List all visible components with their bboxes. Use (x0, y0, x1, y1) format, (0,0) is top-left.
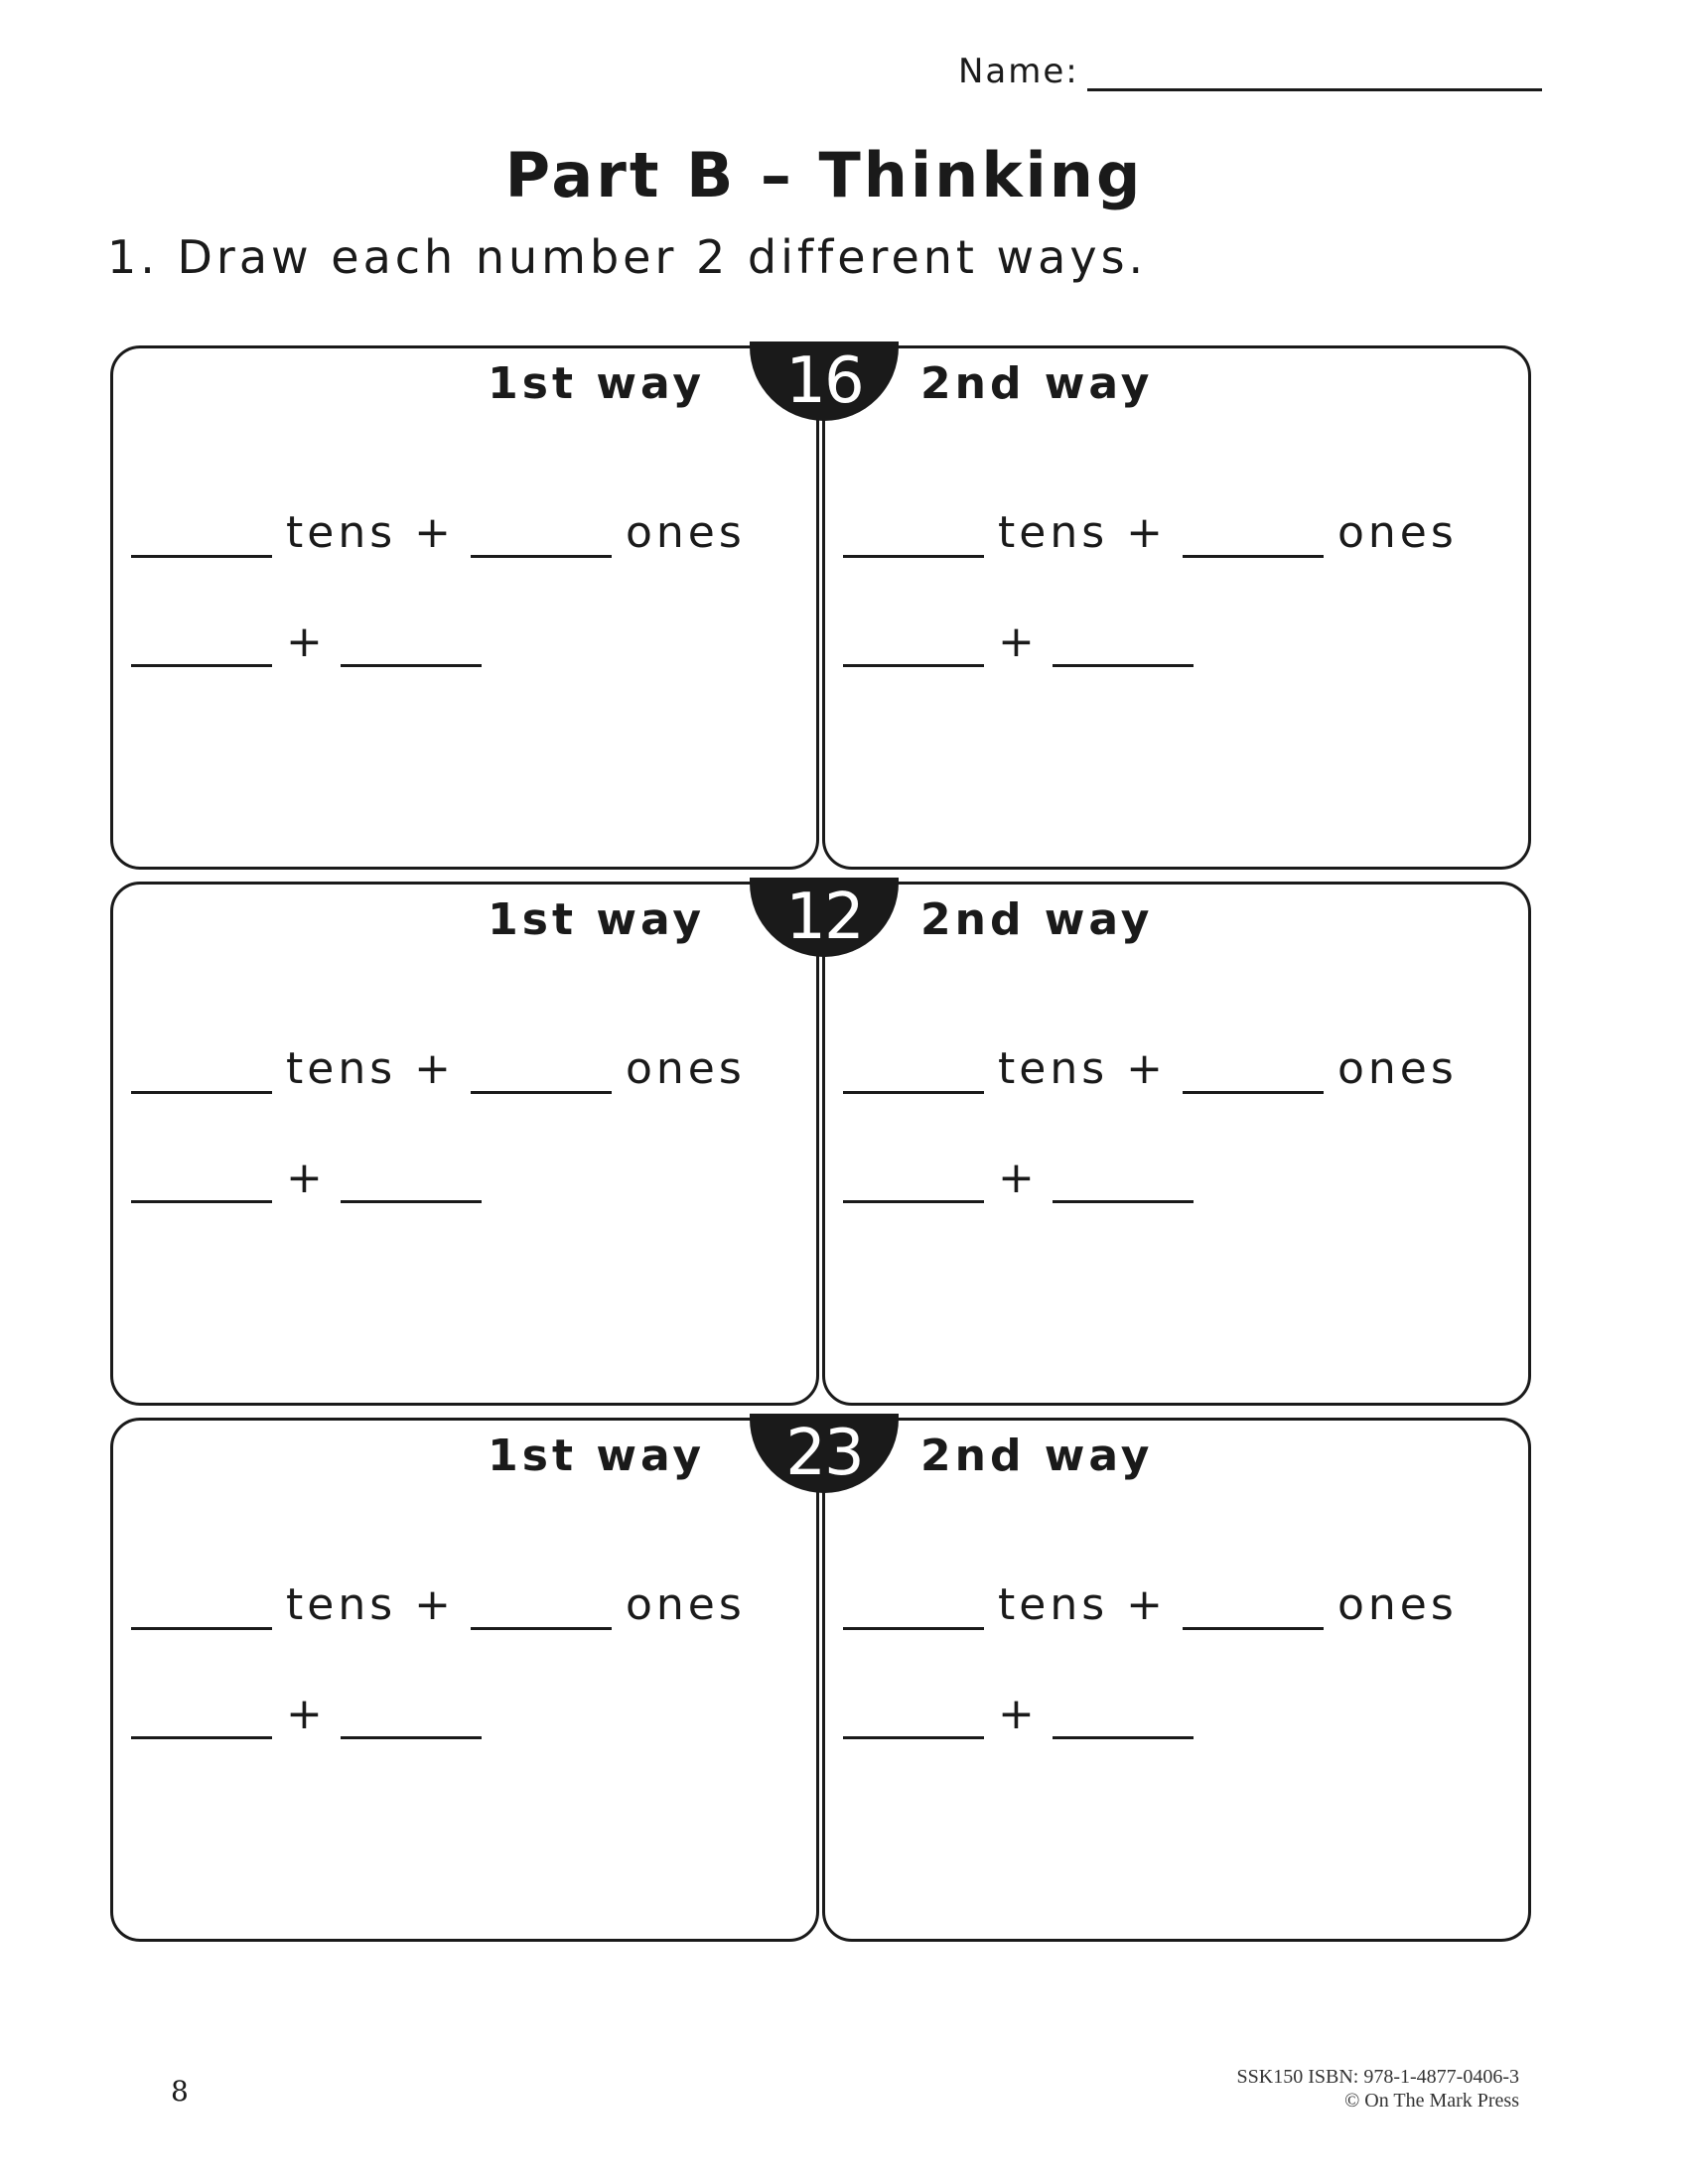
plus-sign: + (286, 1689, 327, 1739)
addition-row (131, 616, 482, 667)
addition-row (131, 1689, 482, 1739)
plus-sign: + (286, 1153, 327, 1203)
second-way-box[interactable] (822, 1418, 1531, 1942)
tens-blank[interactable] (843, 1053, 984, 1094)
plus-sign: + (998, 1153, 1039, 1203)
addition-row (843, 616, 1194, 667)
addend-blank[interactable] (1053, 1699, 1194, 1739)
ones-label: ones (626, 1043, 746, 1094)
name-label: Name: (958, 52, 1079, 91)
tens-label: tens + (998, 507, 1167, 558)
isbn-text: SSK150 ISBN: 978-1-4877-0406-3 (1236, 2066, 1519, 2088)
tens-blank[interactable] (843, 1589, 984, 1630)
plus-sign: + (286, 616, 327, 667)
tens-ones-row (131, 507, 762, 558)
number-badge: 12 (750, 878, 899, 957)
tens-ones-row (131, 1579, 762, 1630)
ones-label: ones (1337, 507, 1458, 558)
first-way-box[interactable] (110, 1418, 819, 1942)
ones-blank[interactable] (1183, 517, 1324, 558)
addend-blank[interactable] (1053, 626, 1194, 667)
way-label: 1st way (488, 358, 705, 409)
first-way-box[interactable] (110, 345, 819, 870)
ones-label: ones (626, 507, 746, 558)
tens-label: tens + (286, 507, 455, 558)
addend-blank[interactable] (843, 1162, 984, 1203)
addition-row (843, 1153, 1194, 1203)
addend-blank[interactable] (843, 626, 984, 667)
tens-ones-row (843, 1043, 1474, 1094)
addend-blank[interactable] (341, 626, 482, 667)
way-label: 2nd way (920, 894, 1154, 945)
name-field[interactable] (1087, 59, 1542, 91)
instruction: 1. Draw each number 2 different ways. (107, 230, 1148, 284)
tens-label: tens + (286, 1043, 455, 1094)
number-panel (110, 345, 1534, 874)
first-way-box[interactable] (110, 882, 819, 1406)
footer-credits (1237, 2065, 1519, 2113)
addend-blank[interactable] (843, 1699, 984, 1739)
number-panel (110, 882, 1534, 1410)
plus-sign: + (998, 1689, 1039, 1739)
addend-blank[interactable] (341, 1162, 482, 1203)
tens-ones-row (843, 1579, 1474, 1630)
addition-row (131, 1153, 482, 1203)
ones-blank[interactable] (471, 1053, 612, 1094)
tens-blank[interactable] (131, 1589, 272, 1630)
way-label: 1st way (488, 894, 705, 945)
tens-blank[interactable] (131, 1053, 272, 1094)
number-badge: 16 (750, 341, 899, 421)
ones-label: ones (1337, 1043, 1458, 1094)
page-number: 8 (171, 2075, 189, 2108)
copyright-text: © On The Mark Press (1344, 2090, 1519, 2112)
tens-ones-row (131, 1043, 762, 1094)
number-badge: 23 (750, 1414, 899, 1493)
addend-blank[interactable] (131, 1162, 272, 1203)
tens-blank[interactable] (843, 517, 984, 558)
way-label: 2nd way (920, 358, 1154, 409)
ones-blank[interactable] (471, 1589, 612, 1630)
page-title: Part B – Thinking (504, 139, 1144, 211)
tens-label: tens + (286, 1579, 455, 1630)
tens-ones-row (843, 507, 1474, 558)
ones-blank[interactable] (1183, 1589, 1324, 1630)
name-row (958, 52, 1542, 91)
addend-blank[interactable] (131, 626, 272, 667)
tens-blank[interactable] (131, 517, 272, 558)
addition-row (843, 1689, 1194, 1739)
way-label: 1st way (488, 1431, 705, 1481)
addend-blank[interactable] (1053, 1162, 1194, 1203)
tens-label: tens + (998, 1579, 1167, 1630)
second-way-box[interactable] (822, 345, 1531, 870)
addend-blank[interactable] (131, 1699, 272, 1739)
addend-blank[interactable] (341, 1699, 482, 1739)
ones-blank[interactable] (471, 517, 612, 558)
plus-sign: + (998, 616, 1039, 667)
second-way-box[interactable] (822, 882, 1531, 1406)
way-label: 2nd way (920, 1431, 1154, 1481)
tens-label: tens + (998, 1043, 1167, 1094)
number-panel (110, 1418, 1534, 1946)
ones-label: ones (1337, 1579, 1458, 1630)
ones-label: ones (626, 1579, 746, 1630)
ones-blank[interactable] (1183, 1053, 1324, 1094)
